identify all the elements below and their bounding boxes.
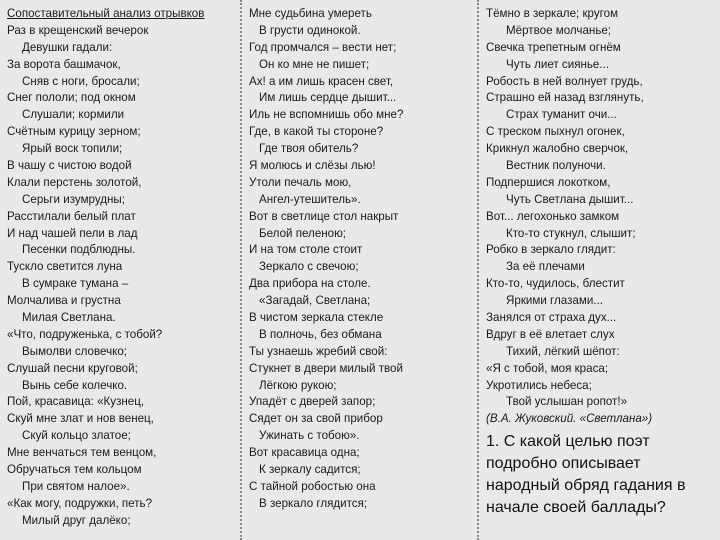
poem-line: Робость в ней волнует грудь, [486, 74, 643, 88]
poem-line: Сняв с ноги, бросали; [22, 74, 140, 88]
poem-line: Расстилали белый плат [7, 209, 136, 223]
poem-line: Скуй мне злат и нов венец, [7, 412, 154, 426]
poem-line: Обручаться тем кольцом [7, 463, 142, 477]
poem-line: Молчалива и грустна [7, 294, 121, 308]
poem-line: Ангел-утешитель». [259, 192, 361, 206]
poem-line: В грусти одинокой. [259, 23, 361, 37]
poem-line: В чистом зеркала стекле [249, 311, 384, 325]
poem-line: Пой, красавица: «Кузнец, [7, 395, 145, 409]
poem-line: Ярый воск топили; [22, 142, 123, 156]
poem-line: Где твоя обитель? [259, 142, 359, 156]
poem-lines-col1 [0, 6, 241, 530]
poem-lines-col3 [478, 6, 720, 428]
poem-line: К зеркалу садится; [259, 463, 361, 477]
comparative-analysis-heading: Сопоставительный анализ отрывков [7, 7, 205, 20]
poem-column-2 [241, 0, 478, 540]
poem-line: Слушай песни круговой; [7, 361, 138, 375]
poem-line: Лёгкою рукою; [259, 378, 337, 392]
poem-line: Ты узнаешь жребий свой: [249, 344, 388, 358]
poem-line: Он ко мне не пишет; [259, 57, 370, 71]
poem-line: «Загадай, Светлана; [259, 294, 371, 308]
poem-line: Год промчался – вести нет; [249, 40, 397, 54]
poem-lines-col2 [241, 6, 478, 513]
poem-line: Вот... легохонько замком [486, 209, 620, 223]
poem-line: Подпершися локотком, [486, 175, 611, 189]
poem-line: Скуй кольцо златое; [22, 429, 131, 443]
poem-line: В чашу с чистою водой [7, 159, 132, 173]
poem-line: Свечка трепетным огнём [486, 40, 621, 54]
poem-line: Яркими глазами... [506, 294, 603, 308]
poem-source-attribution: (В.А. Жуковский. «Светлана») [486, 412, 653, 426]
poem-line: За её плечами [506, 260, 585, 274]
poem-line: С тайной робостью она [249, 479, 376, 493]
poem-line: В сумраке тумана – [22, 277, 129, 291]
poem-line: Милый друг далёко; [22, 513, 131, 527]
poem-line: Вот красавица одна; [249, 446, 360, 460]
poem-line: Снег пололи; под окном [7, 91, 136, 105]
poem-line: И над чашей пели в лад [7, 226, 138, 240]
poem-line: Девушки гадали: [22, 40, 113, 54]
poem-line: Милая Светлана. [22, 311, 116, 325]
poem-line: Им лишь сердце дышит... [259, 91, 397, 105]
column-divider [477, 0, 479, 540]
poem-line: Занялся от страха дух... [486, 311, 617, 325]
poem-line: Крикнул жалобно сверчок, [486, 142, 629, 156]
poem-line: И на том столе стоит [249, 243, 363, 257]
poem-line: Мне судьбина умереть [249, 7, 372, 20]
poem-line: Чуть лиет сиянье... [506, 57, 610, 71]
poem-line: Песенки подблюдны. [22, 243, 136, 257]
poem-line: Счётным курицу зерном; [7, 125, 141, 139]
poem-line: «Как могу, подружки, петь? [7, 496, 153, 510]
poem-line: Я молюсь и слёзы лью! [249, 159, 376, 173]
poem-line: Зеркало с свечою; [259, 260, 359, 274]
poem-line: Мне венчаться тем венцом, [7, 446, 157, 460]
poem-line: Страшно ей назад взглянуть, [486, 91, 644, 105]
poem-line: Клали перстень золотой, [7, 175, 142, 189]
question-text: 1. С какой целью поэт подробно описывает народный обряд гадания в начале своей баллады? [486, 433, 686, 516]
poem-line: Вдруг в её влетает слух [486, 327, 615, 341]
poem-line: Белой пеленою; [259, 226, 347, 240]
poem-line: Раз в крещенский вечерок [7, 23, 149, 37]
poem-line: Ах! а им лишь красен свет, [249, 74, 394, 88]
poem-line: Укротились небеса; [486, 378, 592, 392]
poem-line: Утоли печаль мою, [249, 175, 352, 189]
poem-line: Тёмно в зеркале; кругом [486, 7, 619, 20]
poem-line: «Я с тобой, моя краса; [486, 361, 609, 375]
poem-line: Мёртвое молчанье; [506, 23, 612, 37]
poem-line: Слушали; кормили [22, 108, 125, 122]
poem-line: Сядет он за свой прибор [249, 412, 383, 426]
poem-line: Кто-то стукнул, слышит; [506, 226, 636, 240]
poem-line: Вестник полуночи. [506, 159, 606, 173]
poem-line: Твой услышан ропот!» [506, 395, 628, 409]
poem-line: При святом налое». [22, 479, 130, 493]
poem-line: Чуть Светлана дышит... [506, 192, 634, 206]
poem-line: Страх туманит очи... [506, 108, 617, 122]
poem-line: Тихий, лёгкий шёпот: [506, 344, 620, 358]
poem-line: В зеркало глядится; [259, 496, 368, 510]
poem-column-3 [478, 0, 720, 540]
poem-line: Серьги изумрудны; [22, 192, 125, 206]
poem-line: Два прибора на столе. [249, 277, 371, 291]
poem-line: Упадёт с дверей запор; [249, 395, 376, 409]
poem-line: Кто-то, чудилось, блестит [486, 277, 625, 291]
poem-line: Вот в светлице стол накрыт [249, 209, 399, 223]
poem-line: Тускло светится луна [7, 260, 123, 274]
column-divider [240, 0, 242, 540]
poem-line: Робко в зеркало глядит: [486, 243, 616, 257]
poem-line: Стукнет в двери милый твой [249, 361, 403, 375]
poem-line: Где, в какой ты стороне? [249, 125, 384, 139]
poem-line: За ворота башмачок, [7, 57, 121, 71]
poem-line: В полночь, без обмана [259, 327, 382, 341]
poem-line: Вынь себе колечко. [22, 378, 128, 392]
poem-column-1 [0, 0, 241, 540]
poem-line: Ужинать с тобою». [259, 429, 360, 443]
poem-line: Вымолви словечко; [22, 344, 127, 358]
poem-line: «Что, подруженька, с тобой? [7, 327, 163, 341]
poem-line: Иль не вспомнишь обо мне? [249, 108, 404, 122]
poem-line: С треском пыхнул огонек, [486, 125, 625, 139]
